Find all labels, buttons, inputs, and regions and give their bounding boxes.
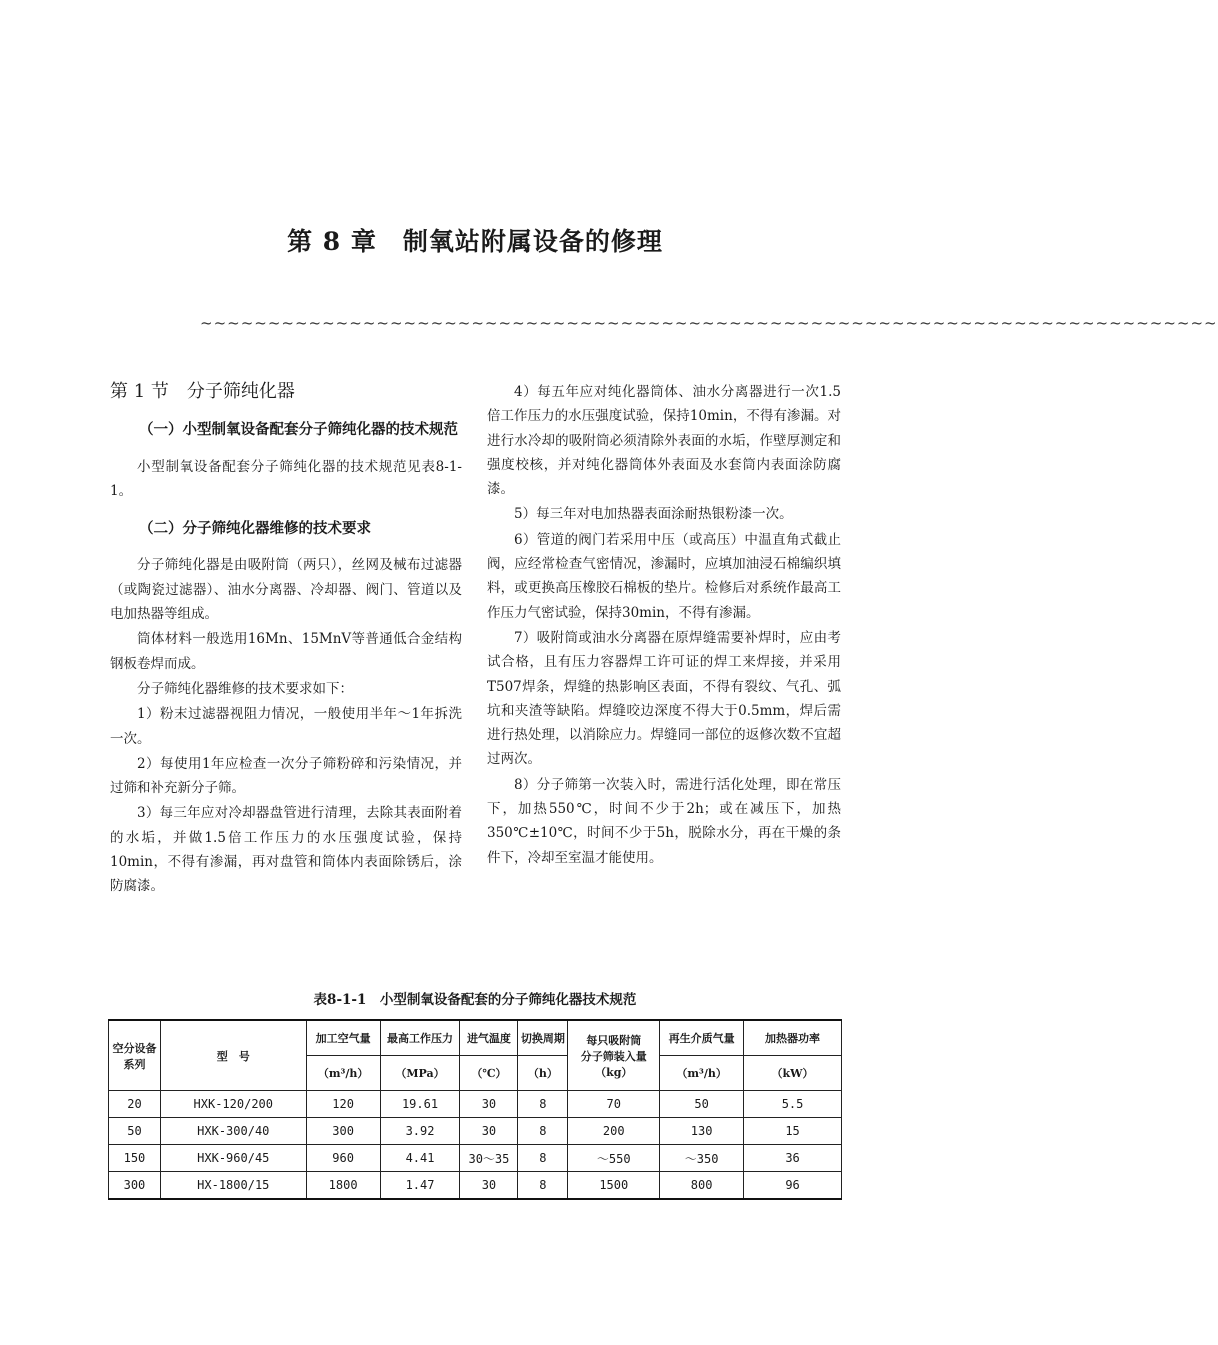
table-cell: 50 xyxy=(660,1091,744,1118)
paragraph: 6）管道的阀门若采用中压（或高压）中温直角式截止阀，应经常检查气密情况，渗漏时，应填加油浸石棉编织填料，或更换高压橡胶石棉板的垫片。检修后对系统作最高工作压力气密试验，保持30min，不得有渗漏。 xyxy=(487,531,841,621)
table-cell: 960 xyxy=(306,1145,380,1172)
paragraph: 7）吸附筒或油水分离器在原焊缝需要补焊时，应由考试合格，且有压力容器焊工许可证的焊工来焊接，并采用T507焊条，焊缝的热影响区表面，不得有裂纹、气孔、弧坑和夹渣等缺陷。焊缝咬边深度不得大于0.5mm，焊后需进行热处理，以消除应力。焊缝同一部位的返修次数不宜超过两次。 xyxy=(487,629,841,768)
table-cell: 36 xyxy=(744,1145,842,1172)
subsection-title-1: （一）小型制氧设备配套分子筛纯化器的技术规范 xyxy=(139,421,458,439)
table-row xyxy=(109,1172,842,1200)
header-cell: 空分设备系列 xyxy=(109,1020,161,1091)
header-line: （kg） xyxy=(595,1065,633,1079)
header-cell: （MPa） xyxy=(380,1056,460,1091)
paragraph: 2）每使用1年应检查一次分子筛粉碎和污染情况，并过筛和补充新分子筛。 xyxy=(110,755,462,797)
header-cell: （h） xyxy=(518,1056,568,1091)
paragraph: 分子筛纯化器维修的技术要求如下： xyxy=(137,680,353,697)
table-cell: 5.5 xyxy=(744,1091,842,1118)
header-cell: （℃） xyxy=(460,1056,518,1091)
subsection-title-2: （二）分子筛纯化器维修的技术要求 xyxy=(139,520,371,538)
paragraph: 筒体材料一般选用16Mn、15MnV等普通低合金结构钢板卷焊而成。 xyxy=(110,631,462,672)
header-cell: 再生介质气量 xyxy=(660,1020,744,1056)
paragraph: 4）每五年应对纯化器筒体、油水分离器进行一次1.5倍工作压力的水压强度试验，保持10min，不得有渗漏。对进行水冷却的吸附筒必须清除外表面的水垢，作壁厚测定和强度校核，并对纯化器筒体外表面及水套筒内表面涂防腐漆。 xyxy=(487,384,841,498)
table-cell: 8 xyxy=(518,1118,568,1145)
table-cell: 8 xyxy=(518,1172,568,1200)
paragraph: 8）分子筛第一次装入时，需进行活化处理，即在常压下，加热550℃，时间不少于2h；或在减压下，加热350℃±10℃，时间不少于5h，脱除水分，再在干燥的条件下，冷却至室温才能使用。 xyxy=(487,776,841,866)
header-cell: 切换周期 xyxy=(518,1020,568,1056)
table-header-row xyxy=(109,1020,842,1056)
header-line: 分子筛装入量 xyxy=(580,1049,647,1063)
table-cell: 30 xyxy=(460,1172,518,1200)
table-cell: 800 xyxy=(660,1172,744,1200)
table-cell: HXK-120/200 xyxy=(160,1091,306,1118)
header-line: 每只吸附筒 xyxy=(586,1033,642,1047)
table-cell: 1500 xyxy=(568,1172,660,1200)
decorative-divider: ~~~~~~~~~~~~~~~~~~~~~~~~~~~~~~~~~~~~~~~~~~~~~~~~~~~~~~~~~~~~~~~~~~~~~~~~~~~ xyxy=(200,314,1218,332)
table-cell: 300 xyxy=(306,1118,380,1145)
paragraph: 5）每三年对电加热器表面涂耐热银粉漆一次。 xyxy=(514,506,793,523)
table-cell: ～550 xyxy=(568,1145,660,1172)
header-cell xyxy=(568,1020,660,1091)
header-cell: 进气温度 xyxy=(460,1020,518,1056)
table-cell: 150 xyxy=(109,1145,161,1172)
table-cell: 30 xyxy=(460,1118,518,1145)
table-cell: HXK-300/40 xyxy=(160,1118,306,1145)
table-cell: 8 xyxy=(518,1091,568,1118)
right-column xyxy=(487,380,841,871)
paragraph: 3）每三年应对冷却器盘管进行清理，去除其表面附着的水垢，并做1.5倍工作压力的水压强度试验，保持10min，不得有渗漏，再对盘管和筒体内表面除锈后，涂防腐漆。 xyxy=(110,805,462,895)
table-caption: 表8-1-1 小型制氧设备配套的分子筛纯化器技术规范 xyxy=(313,992,637,1008)
table-cell: 19.61 xyxy=(380,1091,460,1118)
table-cell: 30 xyxy=(460,1091,518,1118)
table-cell: HXK-960/45 xyxy=(160,1145,306,1172)
header-cell: 加工空气量 xyxy=(306,1020,380,1056)
table-cell: 130 xyxy=(660,1118,744,1145)
table-cell: 1.47 xyxy=(380,1172,460,1200)
header-cell: 最高工作压力 xyxy=(380,1020,460,1056)
table-cell: 200 xyxy=(568,1118,660,1145)
table-cell: 3.92 xyxy=(380,1118,460,1145)
section-title: 第 1 节 分子筛纯化器 xyxy=(110,381,295,402)
table-cell: 120 xyxy=(306,1091,380,1118)
table-cell: 4.41 xyxy=(380,1145,460,1172)
table-cell: 96 xyxy=(744,1172,842,1200)
table-cell: 20 xyxy=(109,1091,161,1118)
header-cell: 加热器功率 xyxy=(744,1020,842,1056)
header-cell: 型 号 xyxy=(160,1020,306,1091)
left-column xyxy=(110,380,462,900)
table-cell: 30～35 xyxy=(460,1145,518,1172)
header-cell: （m³/h） xyxy=(306,1056,380,1091)
table-cell: 70 xyxy=(568,1091,660,1118)
table-cell: 1800 xyxy=(306,1172,380,1200)
table-cell: HX-1800/15 xyxy=(160,1172,306,1200)
table-cell: ～350 xyxy=(660,1145,744,1172)
table-cell: 300 xyxy=(109,1172,161,1200)
table-cell: 50 xyxy=(109,1118,161,1145)
paragraph: 分子筛纯化器是由吸附筒（两只），丝网及械布过滤器（或陶瓷过滤器）、油水分离器、冷却器、阀门、管道以及电加热器等组成。 xyxy=(110,557,462,623)
table-row xyxy=(109,1091,842,1118)
spec-table xyxy=(108,1019,842,1200)
table-cell: 15 xyxy=(744,1118,842,1145)
table-row xyxy=(109,1145,842,1172)
chapter-title: 第 8 章 制氧站附属设备的修理 xyxy=(287,227,663,256)
paragraph: 小型制氧设备配套分子筛纯化器的技术规范见表8-1-1。 xyxy=(110,458,462,499)
header-cell: （m³/h） xyxy=(660,1056,744,1091)
table-row xyxy=(109,1118,842,1145)
table-cell: 8 xyxy=(518,1145,568,1172)
paragraph: 1）粉末过滤器视阻力情况，一般使用半年～1年拆洗一次。 xyxy=(110,706,462,747)
header-cell: （kW） xyxy=(744,1056,842,1091)
